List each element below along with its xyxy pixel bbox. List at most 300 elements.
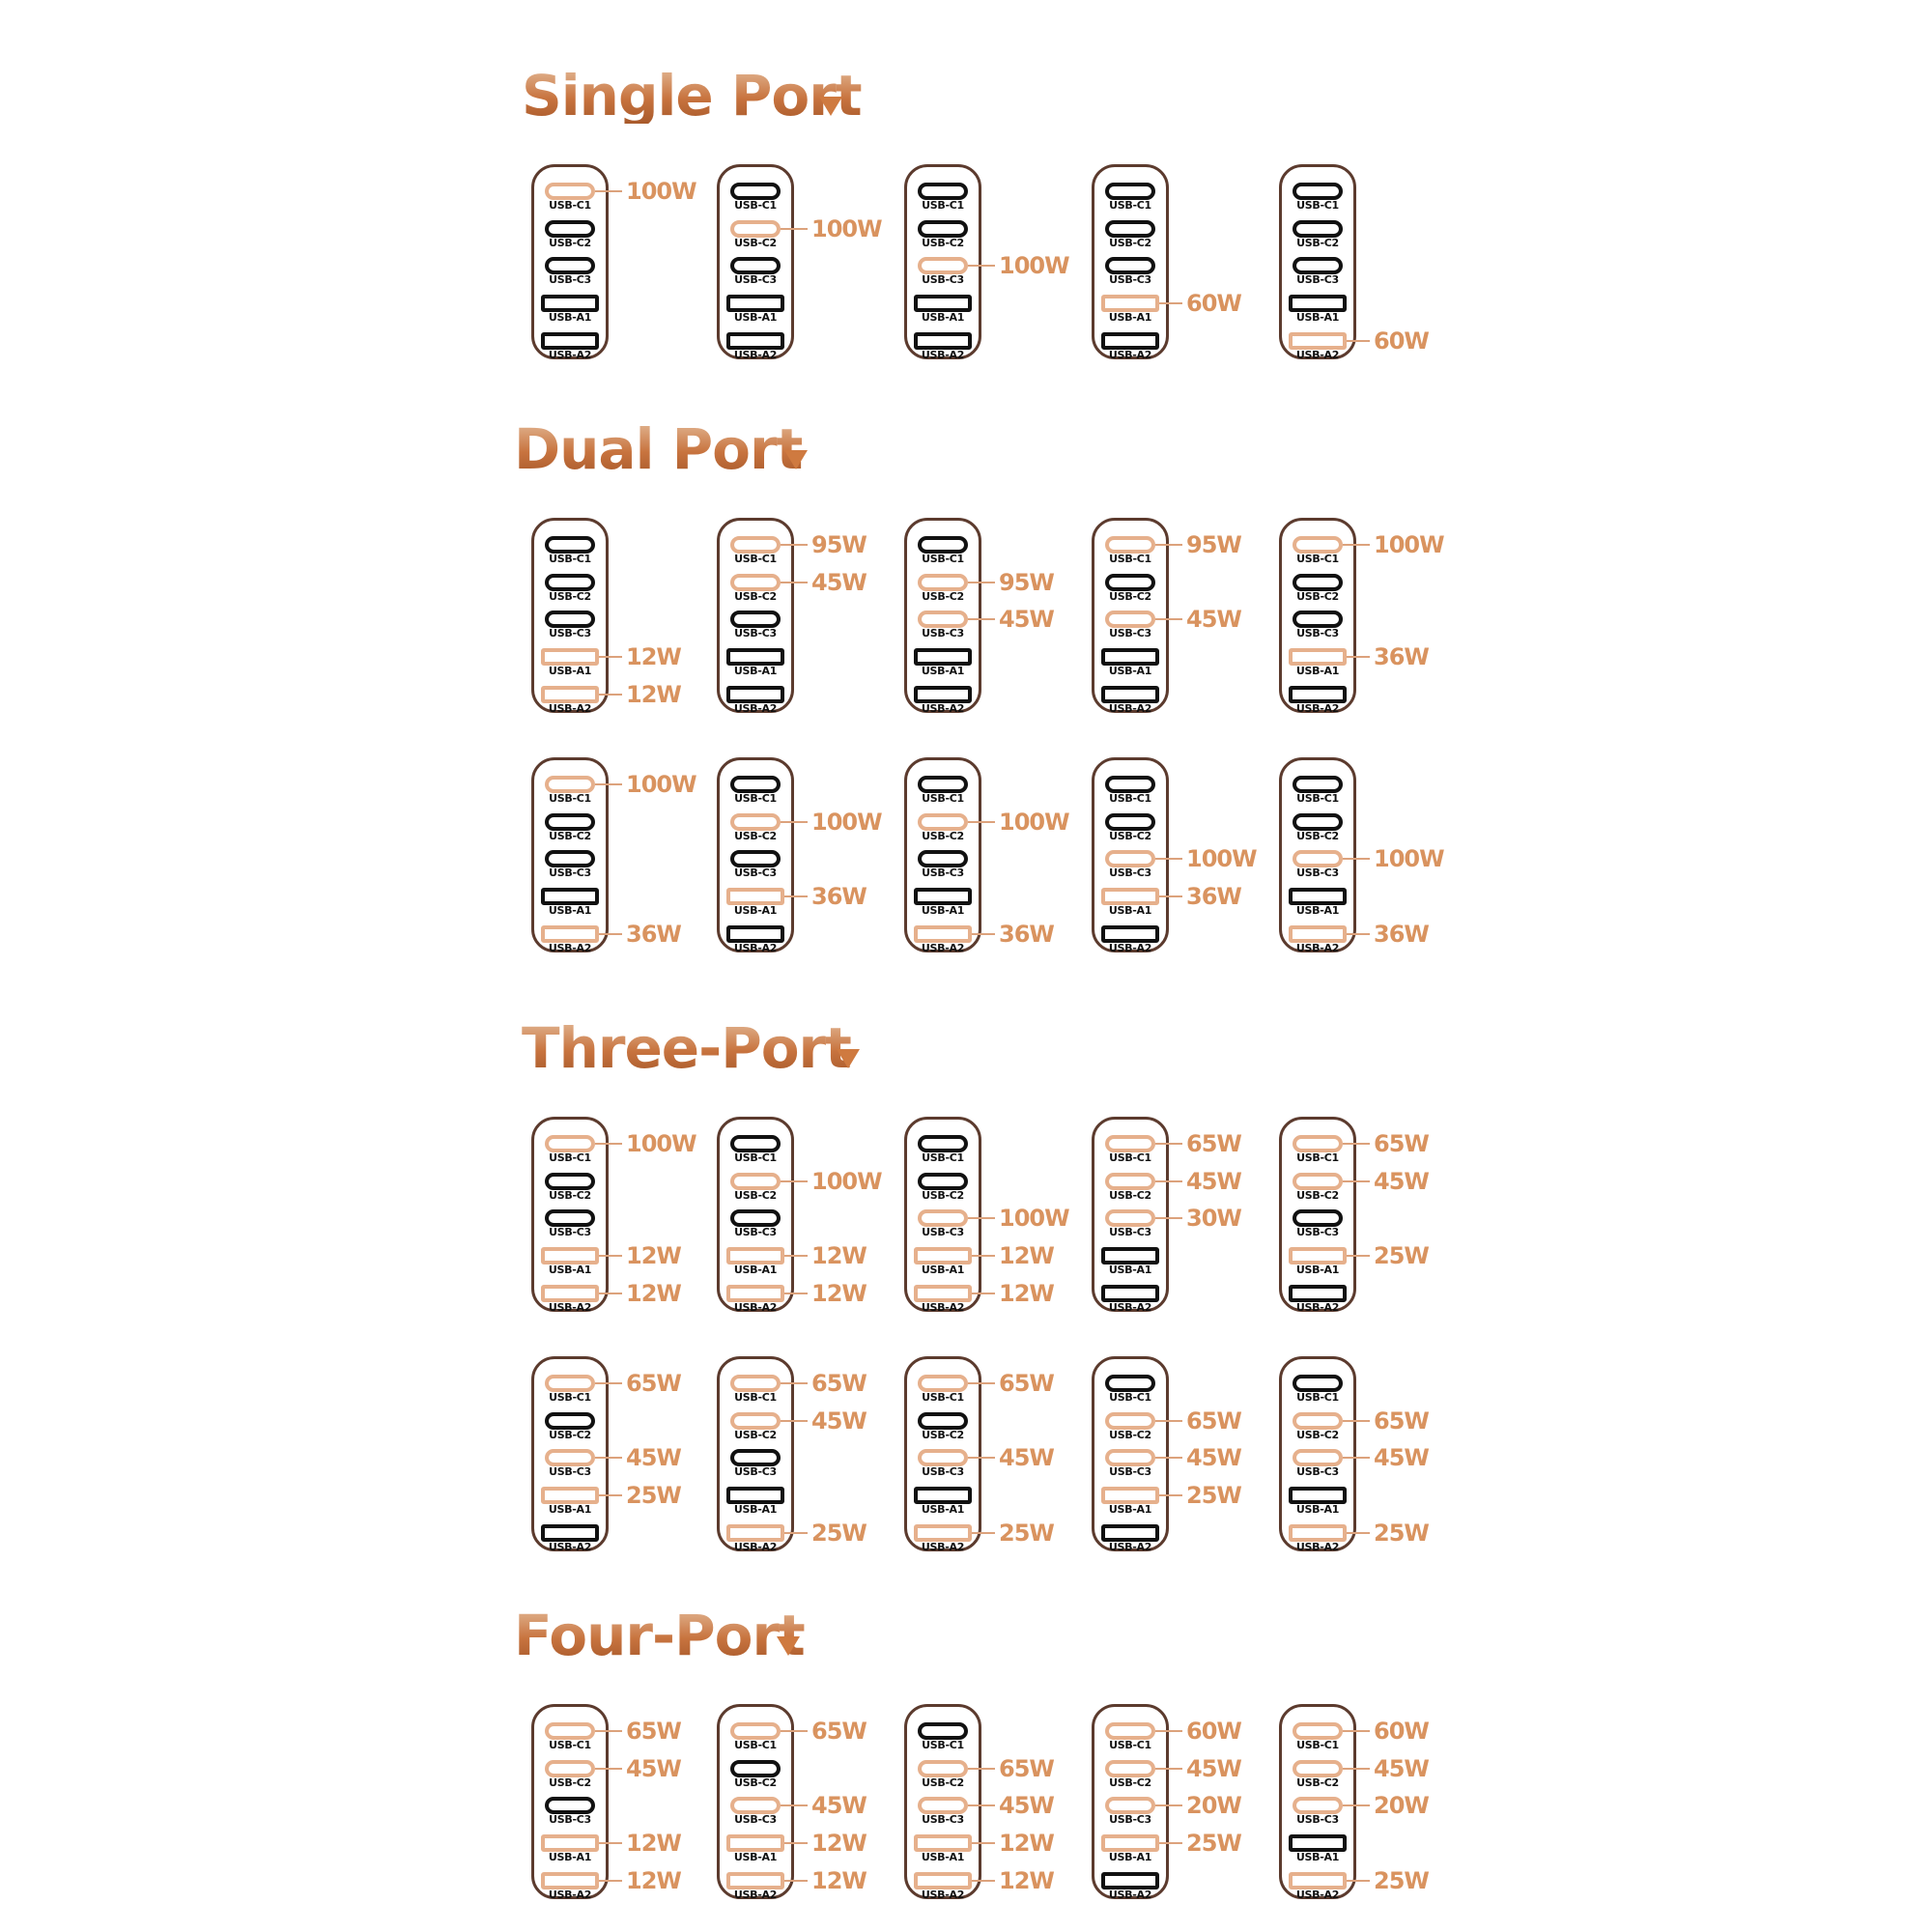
port-label: USB-A1	[1108, 1851, 1152, 1863]
charger-device	[1279, 164, 1356, 359]
charger-device	[717, 164, 794, 359]
port-label: USB-A2	[921, 1889, 965, 1901]
usb-a-port-icon	[1101, 332, 1159, 350]
port-label: USB-A1	[548, 1851, 592, 1863]
port-label: USB-A1	[1295, 311, 1340, 324]
usb-c-port-icon	[730, 257, 781, 274]
wattage-label: 65W	[1374, 1407, 1429, 1435]
leader-line	[1347, 933, 1370, 935]
leader-line	[968, 1382, 995, 1384]
leader-line	[781, 1804, 808, 1806]
usb-c-port-icon	[730, 776, 781, 793]
port-label: USB-C2	[1109, 830, 1151, 842]
usb-a-port-icon	[1101, 1285, 1159, 1302]
port-label: USB-C3	[1109, 1226, 1151, 1238]
charger-device	[1279, 518, 1356, 713]
wattage-label: 60W	[1374, 1718, 1429, 1745]
leader-line	[1343, 1420, 1370, 1422]
leader-line	[784, 895, 808, 897]
port-label: USB-A1	[921, 1851, 965, 1863]
usb-c-port-icon	[918, 611, 968, 628]
leader-line	[968, 1768, 995, 1770]
wattage-label: 45W	[626, 1755, 681, 1782]
wattage-label: 20W	[1186, 1792, 1241, 1819]
usb-c-port-icon	[730, 183, 781, 200]
leader-line	[972, 933, 995, 935]
port-label: USB-C1	[549, 553, 591, 565]
port-label: USB-C1	[1296, 1151, 1339, 1164]
charger-device	[717, 1117, 794, 1312]
port-label: USB-A2	[733, 349, 778, 361]
leader-line	[599, 1494, 622, 1496]
charger-device	[904, 1356, 981, 1551]
port-label: USB-A2	[733, 702, 778, 715]
port-label: USB-C1	[734, 553, 777, 565]
wattage-label: 100W	[1374, 845, 1444, 872]
usb-c-port-icon	[730, 1449, 781, 1466]
wattage-label: 45W	[1186, 1168, 1241, 1195]
port-label: USB-C1	[922, 1739, 964, 1751]
wattage-label: 20W	[1374, 1792, 1429, 1819]
port-label: USB-A1	[1295, 904, 1340, 917]
usb-c-port-icon	[918, 183, 968, 200]
usb-c-port-icon	[918, 850, 968, 867]
usb-c-port-icon	[1293, 1449, 1343, 1466]
port-label: USB-A2	[921, 1541, 965, 1553]
usb-a-port-icon	[914, 888, 972, 905]
usb-c-port-icon	[545, 850, 595, 867]
port-label: USB-C3	[549, 1813, 591, 1826]
port-label: USB-A1	[921, 1503, 965, 1516]
usb-c-port-icon	[1105, 1722, 1155, 1740]
leader-line	[972, 1255, 995, 1257]
wattage-label: 65W	[626, 1370, 681, 1397]
usb-c-port-icon	[918, 574, 968, 591]
leader-line	[1155, 1420, 1182, 1422]
wattage-label: 12W	[626, 1830, 681, 1857]
port-label: USB-A2	[921, 942, 965, 954]
charger-device	[1279, 1704, 1356, 1899]
usb-c-port-icon	[545, 1760, 595, 1777]
wattage-label: 65W	[1186, 1130, 1241, 1157]
leader-line	[1343, 858, 1370, 860]
port-label: USB-C2	[922, 1429, 964, 1441]
wattage-label: 100W	[626, 178, 696, 205]
wattage-label: 100W	[999, 809, 1069, 836]
usb-a-port-icon	[1101, 925, 1159, 943]
usb-c-port-icon	[545, 611, 595, 628]
port-label: USB-A2	[548, 1889, 592, 1901]
port-label: USB-C2	[549, 830, 591, 842]
port-label: USB-A1	[1295, 1264, 1340, 1276]
wattage-label: 12W	[999, 1867, 1054, 1894]
leader-line	[595, 1768, 622, 1770]
leader-line	[784, 1532, 808, 1534]
usb-c-port-icon	[918, 1209, 968, 1227]
port-label: USB-C3	[922, 867, 964, 879]
leader-line	[968, 582, 995, 583]
port-label: USB-A1	[1108, 1264, 1152, 1276]
usb-c-port-icon	[1293, 1375, 1343, 1392]
usb-a-port-icon	[1101, 1247, 1159, 1264]
wattage-label: 95W	[999, 569, 1054, 596]
port-label: USB-C3	[734, 1465, 777, 1478]
port-label: USB-C1	[922, 553, 964, 565]
leader-line	[595, 1730, 622, 1732]
port-label: USB-A1	[921, 311, 965, 324]
port-label: USB-C1	[549, 1739, 591, 1751]
usb-a-port-icon	[914, 686, 972, 703]
usb-a-port-icon	[1289, 295, 1347, 312]
leader-line	[1343, 1768, 1370, 1770]
usb-a-port-icon	[541, 1247, 599, 1264]
wattage-label: 95W	[811, 531, 867, 558]
usb-c-port-icon	[918, 1760, 968, 1777]
port-label: USB-A2	[548, 1301, 592, 1314]
leader-line	[1155, 544, 1182, 546]
port-label: USB-C2	[1296, 1429, 1339, 1441]
port-label: USB-A2	[548, 702, 592, 715]
usb-c-port-icon	[545, 1135, 595, 1152]
charger-device	[1279, 757, 1356, 952]
leader-line	[781, 1730, 808, 1732]
usb-a-port-icon	[541, 1872, 599, 1889]
usb-c-port-icon	[1105, 1449, 1155, 1466]
wattage-label: 36W	[811, 883, 867, 910]
usb-a-port-icon	[914, 1285, 972, 1302]
leader-line	[595, 1457, 622, 1459]
usb-c-port-icon	[730, 1209, 781, 1227]
usb-a-port-icon	[541, 648, 599, 666]
usb-a-port-icon	[541, 888, 599, 905]
port-label: USB-A1	[733, 1503, 778, 1516]
usb-a-port-icon	[1289, 648, 1347, 666]
leader-line	[1155, 1180, 1182, 1182]
wattage-label: 45W	[1186, 606, 1241, 633]
usb-c-port-icon	[918, 813, 968, 831]
usb-c-port-icon	[1105, 220, 1155, 238]
leader-line	[1159, 895, 1182, 897]
wattage-label: 65W	[1374, 1130, 1429, 1157]
usb-c-port-icon	[545, 1209, 595, 1227]
usb-a-port-icon	[1101, 648, 1159, 666]
wattage-label: 100W	[999, 1205, 1069, 1232]
wattage-label: 25W	[1374, 1867, 1429, 1894]
wattage-label: 12W	[811, 1867, 867, 1894]
charger-device	[531, 164, 609, 359]
chevron-down-icon	[837, 1049, 860, 1068]
port-label: USB-C3	[922, 1226, 964, 1238]
charger-device	[904, 1117, 981, 1312]
usb-c-port-icon	[730, 1760, 781, 1777]
port-label: USB-C2	[1109, 1429, 1151, 1441]
wattage-label: 60W	[1374, 327, 1429, 355]
leader-line	[784, 1293, 808, 1294]
wattage-label: 25W	[1374, 1242, 1429, 1269]
port-label: USB-A1	[548, 904, 592, 917]
port-label: USB-A2	[548, 1541, 592, 1553]
wattage-label: 45W	[626, 1444, 681, 1471]
charger-device	[717, 757, 794, 952]
port-label: USB-A1	[1108, 311, 1152, 324]
port-label: USB-C1	[549, 199, 591, 212]
wattage-label: 45W	[811, 1792, 867, 1819]
usb-a-port-icon	[541, 1285, 599, 1302]
usb-c-port-icon	[1105, 1797, 1155, 1814]
usb-a-port-icon	[1289, 1834, 1347, 1852]
port-label: USB-C1	[1109, 553, 1151, 565]
port-label: USB-C3	[1109, 1465, 1151, 1478]
leader-line	[1159, 1842, 1182, 1844]
leader-line	[784, 1255, 808, 1257]
usb-c-port-icon	[918, 1173, 968, 1190]
port-label: USB-C3	[549, 867, 591, 879]
leader-line	[972, 1880, 995, 1882]
wattage-label: 25W	[1186, 1830, 1241, 1857]
usb-c-port-icon	[918, 1449, 968, 1466]
wattage-label: 12W	[626, 1867, 681, 1894]
port-label: USB-C1	[1296, 1739, 1339, 1751]
port-label: USB-A1	[921, 665, 965, 677]
port-label: USB-C2	[1109, 1189, 1151, 1202]
leader-line	[781, 582, 808, 583]
usb-c-port-icon	[545, 1173, 595, 1190]
port-label: USB-A1	[1108, 1503, 1152, 1516]
port-label: USB-C2	[1109, 590, 1151, 603]
usb-c-port-icon	[1293, 257, 1343, 274]
charger-device	[904, 164, 981, 359]
port-label: USB-C3	[922, 1465, 964, 1478]
wattage-label: 100W	[811, 1168, 882, 1195]
leader-line	[595, 783, 622, 785]
usb-c-port-icon	[545, 1449, 595, 1466]
port-label: USB-C2	[734, 1429, 777, 1441]
usb-c-port-icon	[1293, 850, 1343, 867]
wattage-label: 45W	[1186, 1444, 1241, 1471]
wattage-label: 25W	[626, 1482, 681, 1509]
port-label: USB-C2	[922, 1776, 964, 1789]
port-label: USB-A1	[733, 311, 778, 324]
usb-a-port-icon	[541, 332, 599, 350]
leader-line	[1347, 1255, 1370, 1257]
charger-device	[531, 1117, 609, 1312]
leader-line	[968, 1217, 995, 1219]
port-label: USB-A1	[548, 665, 592, 677]
port-label: USB-C3	[549, 273, 591, 286]
usb-c-port-icon	[545, 220, 595, 238]
wattage-label: 25W	[811, 1520, 867, 1547]
usb-a-port-icon	[541, 686, 599, 703]
usb-a-port-icon	[1289, 1872, 1347, 1889]
port-label: USB-C3	[734, 867, 777, 879]
wattage-label: 100W	[811, 215, 882, 242]
wattage-label: 45W	[999, 1792, 1054, 1819]
usb-c-port-icon	[545, 776, 595, 793]
usb-c-port-icon	[1293, 1760, 1343, 1777]
port-label: USB-A1	[1295, 1851, 1340, 1863]
wattage-label: 100W	[626, 771, 696, 798]
wattage-label: 12W	[999, 1242, 1054, 1269]
wattage-label: 45W	[1374, 1444, 1429, 1471]
usb-c-port-icon	[1105, 611, 1155, 628]
leader-line	[599, 1255, 622, 1257]
port-label: USB-A1	[1295, 1503, 1340, 1516]
wattage-label: 36W	[626, 921, 681, 948]
port-label: USB-C1	[922, 1391, 964, 1404]
port-label: USB-C3	[549, 1226, 591, 1238]
port-label: USB-A2	[1295, 349, 1340, 361]
usb-a-port-icon	[1289, 1524, 1347, 1542]
usb-c-port-icon	[1105, 1375, 1155, 1392]
wattage-label: 25W	[1186, 1482, 1241, 1509]
leader-line	[781, 544, 808, 546]
port-label: USB-A2	[1295, 1541, 1340, 1553]
port-label: USB-C3	[1296, 1465, 1339, 1478]
port-label: USB-A2	[733, 1541, 778, 1553]
wattage-label: 25W	[999, 1520, 1054, 1547]
leader-line	[595, 190, 622, 192]
port-label: USB-C2	[734, 237, 777, 249]
port-label: USB-C3	[1109, 273, 1151, 286]
port-label: USB-C1	[734, 792, 777, 805]
leader-line	[781, 1420, 808, 1422]
usb-c-port-icon	[1105, 1173, 1155, 1190]
usb-a-port-icon	[1289, 1247, 1347, 1264]
port-label: USB-C3	[1109, 1813, 1151, 1826]
usb-c-port-icon	[545, 536, 595, 554]
port-label: USB-A1	[733, 1851, 778, 1863]
usb-c-port-icon	[730, 220, 781, 238]
usb-a-port-icon	[1101, 1487, 1159, 1504]
usb-c-port-icon	[730, 1797, 781, 1814]
leader-line	[968, 618, 995, 620]
usb-c-port-icon	[1105, 1209, 1155, 1227]
usb-a-port-icon	[914, 925, 972, 943]
port-label: USB-A2	[1295, 1301, 1340, 1314]
wattage-label: 45W	[999, 1444, 1054, 1471]
port-label: USB-C2	[1296, 590, 1339, 603]
usb-c-port-icon	[918, 1722, 968, 1740]
port-label: USB-C2	[922, 590, 964, 603]
leader-line	[599, 1880, 622, 1882]
port-label: USB-C2	[734, 1189, 777, 1202]
usb-c-port-icon	[545, 574, 595, 591]
usb-a-port-icon	[541, 1834, 599, 1852]
leader-line	[599, 656, 622, 658]
wattage-label: 12W	[999, 1830, 1054, 1857]
leader-line	[1343, 1804, 1370, 1806]
port-label: USB-C2	[1109, 237, 1151, 249]
usb-a-port-icon	[1289, 686, 1347, 703]
port-label: USB-A2	[1295, 702, 1340, 715]
usb-c-port-icon	[730, 850, 781, 867]
usb-a-port-icon	[726, 686, 784, 703]
usb-c-port-icon	[918, 536, 968, 554]
usb-c-port-icon	[918, 1797, 968, 1814]
usb-c-port-icon	[1293, 536, 1343, 554]
leader-line	[968, 1804, 995, 1806]
usb-c-port-icon	[730, 611, 781, 628]
port-label: USB-C1	[1109, 1151, 1151, 1164]
section-title: Four-Port	[514, 1603, 805, 1668]
port-label: USB-C3	[1296, 627, 1339, 639]
usb-c-port-icon	[1105, 1760, 1155, 1777]
port-label: USB-C2	[922, 830, 964, 842]
port-label: USB-C1	[549, 792, 591, 805]
charger-device	[1092, 1704, 1169, 1899]
usb-c-port-icon	[918, 220, 968, 238]
wattage-label: 45W	[1374, 1755, 1429, 1782]
port-label: USB-C2	[1296, 1189, 1339, 1202]
port-label: USB-A1	[548, 311, 592, 324]
leader-line	[1155, 1457, 1182, 1459]
usb-a-port-icon	[1101, 295, 1159, 312]
usb-a-port-icon	[1289, 925, 1347, 943]
usb-a-port-icon	[914, 1524, 972, 1542]
port-label: USB-C1	[734, 1391, 777, 1404]
port-label: USB-C2	[1296, 237, 1339, 249]
usb-c-port-icon	[918, 1412, 968, 1430]
port-label: USB-A1	[733, 665, 778, 677]
usb-a-port-icon	[541, 295, 599, 312]
wattage-label: 12W	[999, 1280, 1054, 1307]
port-label: USB-C3	[549, 627, 591, 639]
charger-device	[1092, 757, 1169, 952]
leader-line	[1347, 1880, 1370, 1882]
usb-a-port-icon	[1289, 332, 1347, 350]
leader-line	[1155, 1768, 1182, 1770]
usb-c-port-icon	[545, 1412, 595, 1430]
leader-line	[1159, 302, 1182, 304]
wattage-label: 65W	[999, 1755, 1054, 1782]
leader-line	[1343, 1730, 1370, 1732]
usb-c-port-icon	[1105, 1135, 1155, 1152]
usb-a-port-icon	[726, 1247, 784, 1264]
usb-a-port-icon	[914, 332, 972, 350]
usb-c-port-icon	[1293, 574, 1343, 591]
port-label: USB-C3	[1296, 1226, 1339, 1238]
charger-device	[717, 518, 794, 713]
usb-c-port-icon	[1293, 1412, 1343, 1430]
port-label: USB-A2	[1108, 1301, 1152, 1314]
leader-line	[968, 265, 995, 267]
port-label: USB-C2	[549, 1776, 591, 1789]
leader-line	[972, 1842, 995, 1844]
leader-line	[1347, 340, 1370, 342]
wattage-label: 100W	[1374, 531, 1444, 558]
wattage-label: 65W	[626, 1718, 681, 1745]
usb-c-port-icon	[918, 257, 968, 274]
wattage-label: 45W	[1186, 1755, 1241, 1782]
leader-line	[972, 1293, 995, 1294]
wattage-label: 65W	[811, 1370, 867, 1397]
port-label: USB-A2	[921, 702, 965, 715]
port-label: USB-C2	[734, 830, 777, 842]
port-label: USB-C1	[734, 199, 777, 212]
port-label: USB-C2	[549, 237, 591, 249]
leader-line	[968, 1457, 995, 1459]
usb-c-port-icon	[1293, 1722, 1343, 1740]
leader-line	[595, 1143, 622, 1145]
section-title: Dual Port	[514, 416, 803, 482]
port-label: USB-C3	[1296, 1813, 1339, 1826]
charger-device	[904, 757, 981, 952]
usb-c-port-icon	[545, 1375, 595, 1392]
usb-c-port-icon	[730, 536, 781, 554]
leader-line	[1155, 1217, 1182, 1219]
leader-line	[1155, 1730, 1182, 1732]
usb-a-port-icon	[914, 648, 972, 666]
